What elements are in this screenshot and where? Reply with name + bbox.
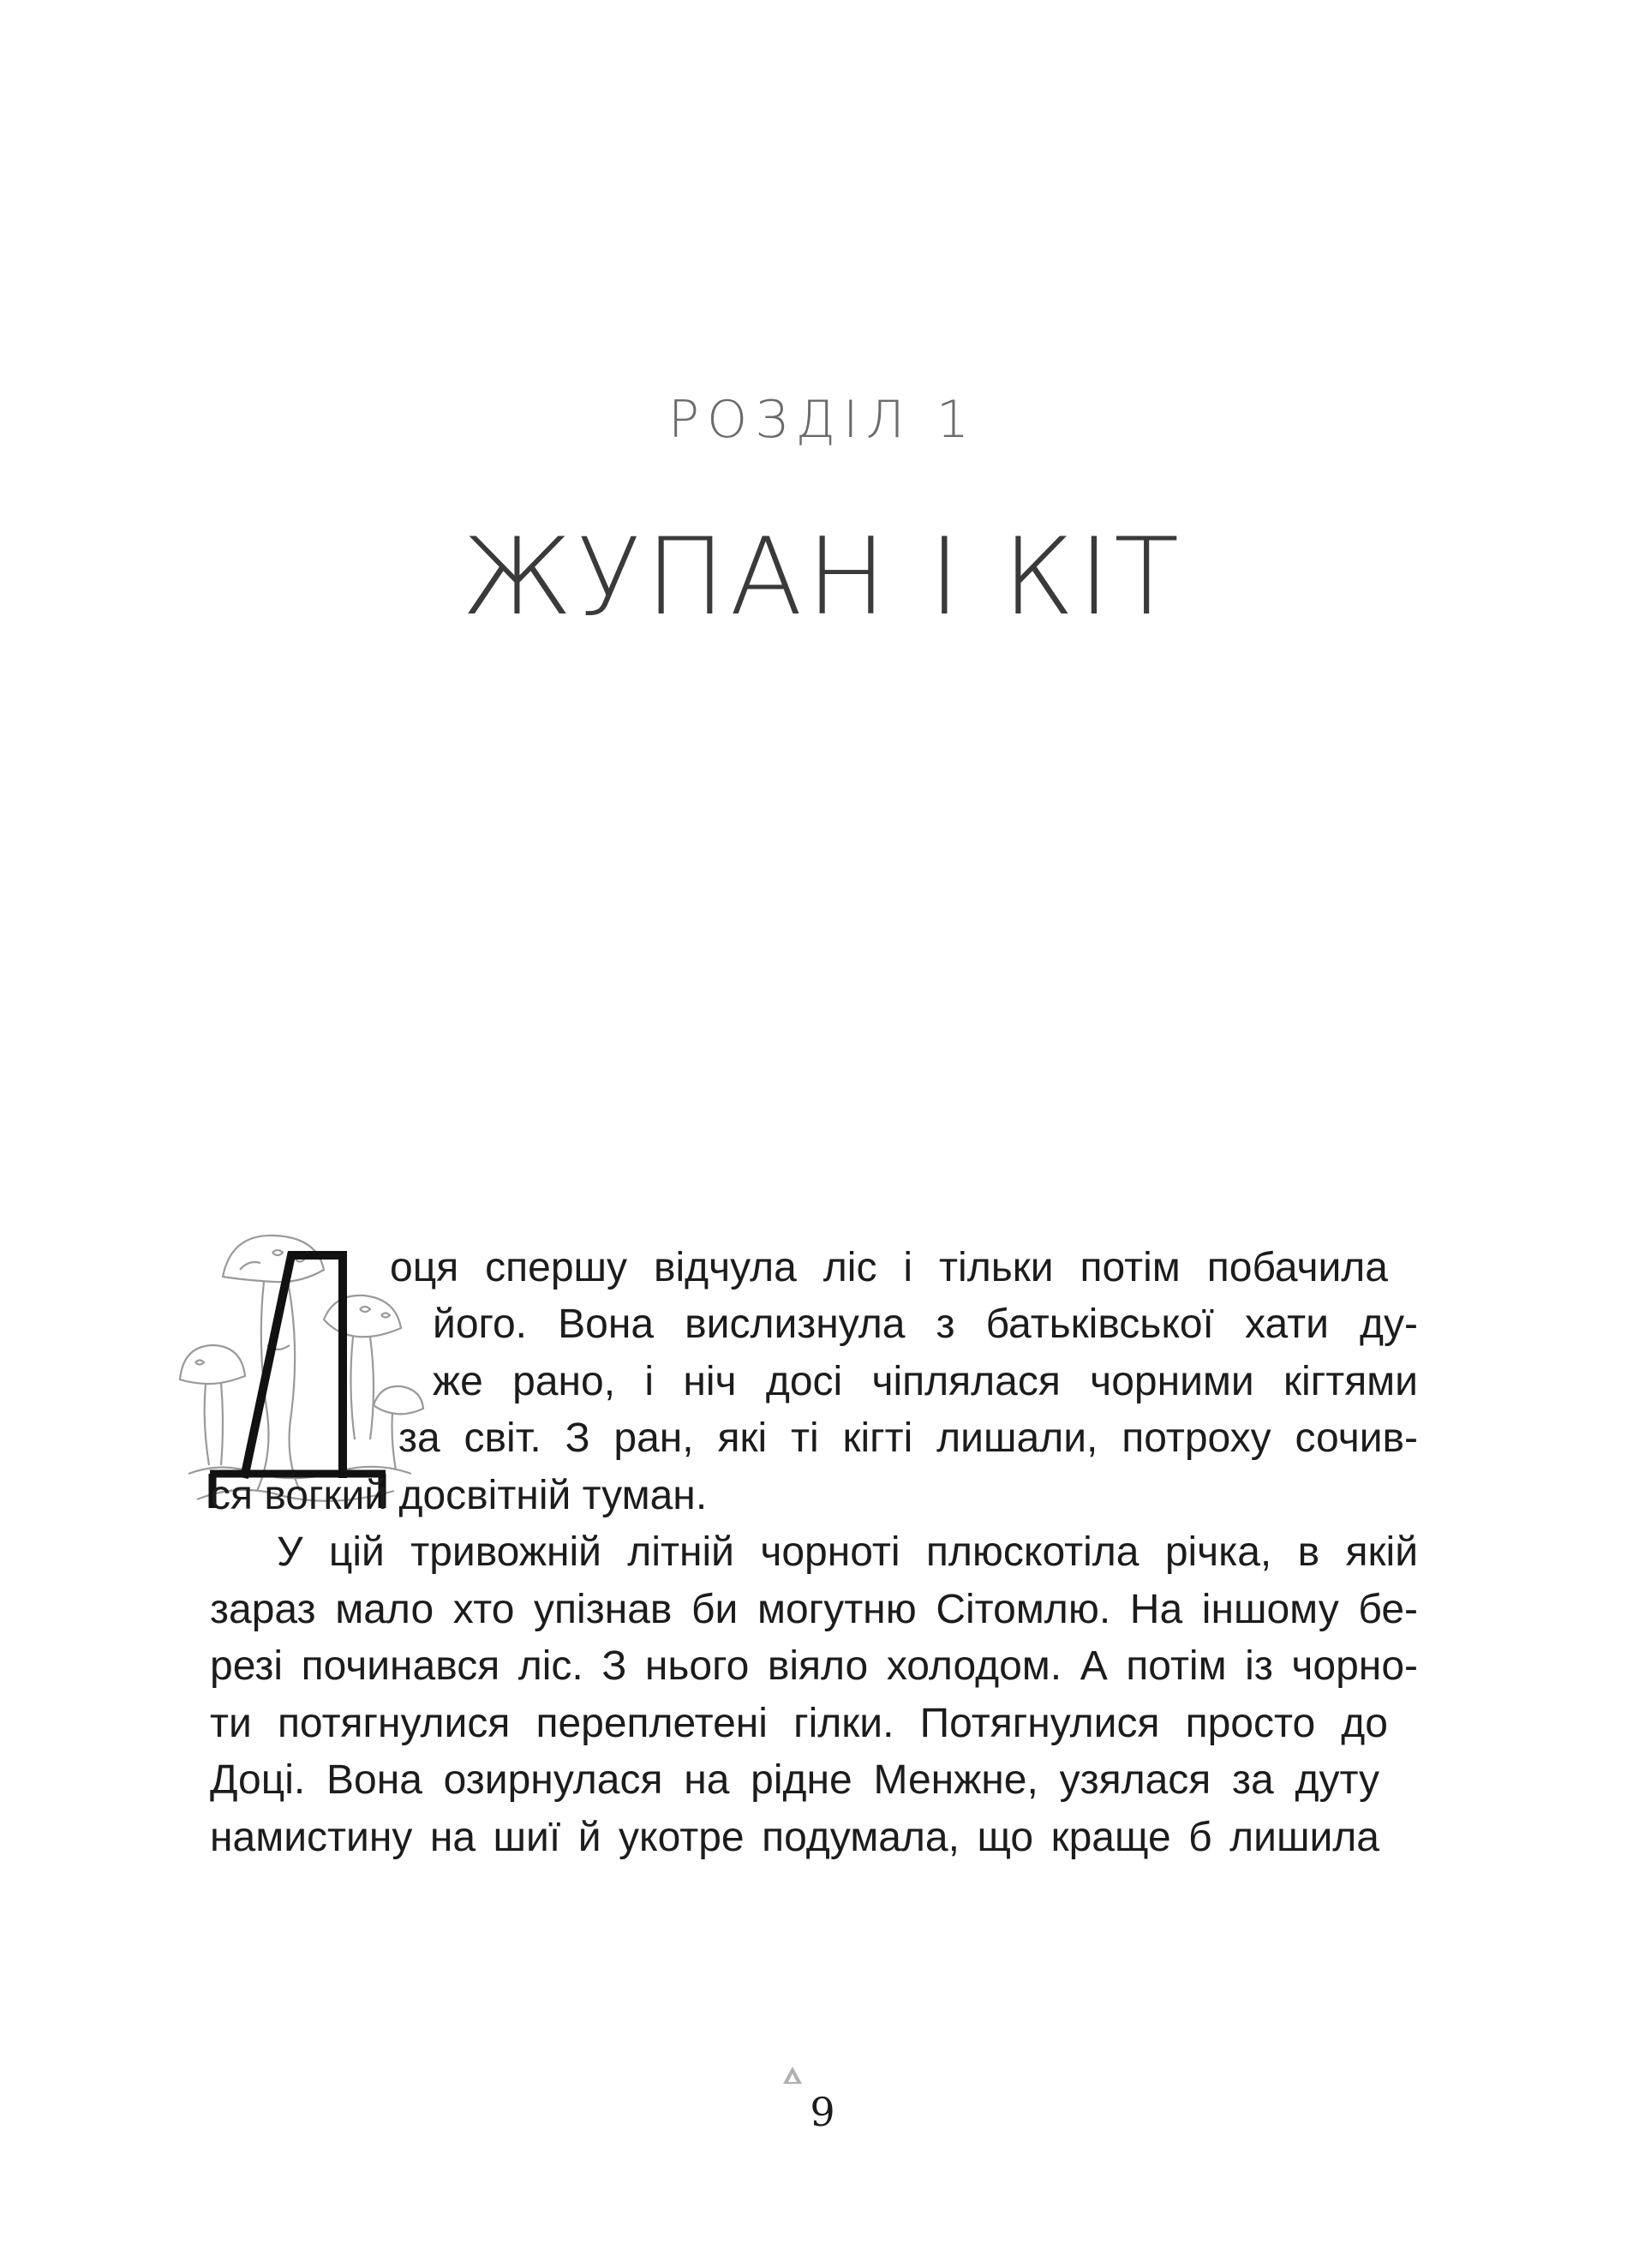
text-line: намистину на шиї й укотре подумала, що краще б лишила — [210, 1815, 1379, 1860]
text-line: У цій тривожній літній чорноті плюскотіла річка, в якій — [277, 1529, 1418, 1575]
text-line: ти потягнулися переплетені гілки. Потягнулися просто до — [210, 1701, 1388, 1746]
text-line: оця спершу відчула ліс і тільки потім побачила — [390, 1245, 1388, 1290]
text-line: ся вогкий досвітній туман. — [210, 1473, 708, 1518]
text-line: резі починався ліс. З нього віяло холодом. А потім із чорно- — [210, 1643, 1418, 1689]
text-line: же рано, і ніч досі чіплялася чорними кігтями — [433, 1359, 1418, 1404]
text-line: за світ. З ран, які ті кігті лишали, потроху сочив- — [398, 1415, 1418, 1461]
chapter-label: РОЗДІЛ 1 — [667, 390, 978, 450]
page-number: 9 — [810, 2089, 835, 2135]
text-line: зараз мало хто упізнав би могутню Сітомлю. На іншому бе- — [210, 1587, 1418, 1632]
text-line: Доці. Вона озирнулася на рідне Менжне, узялася за дуту — [210, 1757, 1379, 1803]
triangle-ornament-icon — [781, 2065, 804, 2087]
text-line: його. Вона вислизнула з батьківської хати ду- — [433, 1302, 1418, 1347]
chapter-title: ЖУПАН І КІТ — [461, 516, 1184, 639]
